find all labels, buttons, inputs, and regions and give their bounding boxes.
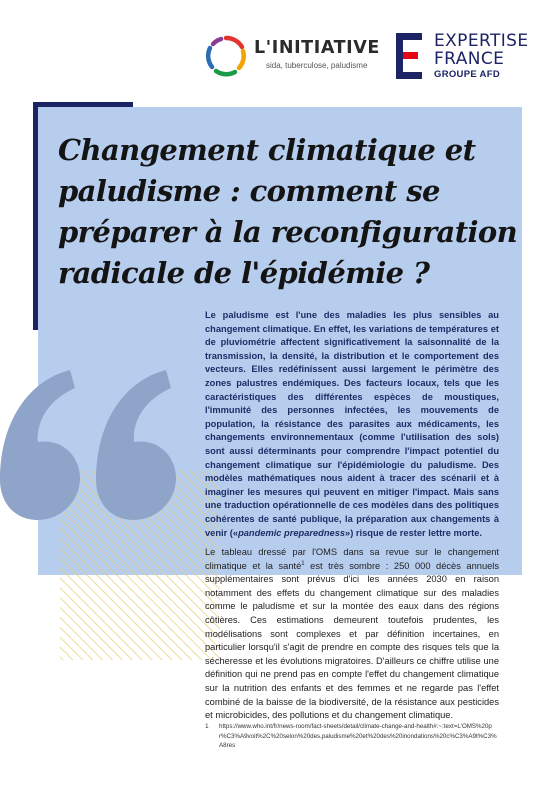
body-paragraph — [205, 546, 499, 723]
intro-italic-term: pandemic preparedness — [238, 527, 346, 538]
body-text-before: Le tableau dressé par l'OMS dans sa revue sur le changement climatique et la santé — [205, 547, 499, 571]
intro-text-after: ») risque de rester lettre morte. — [345, 527, 482, 538]
expertise-france-line3: GROUPE AFD — [434, 69, 500, 80]
expertise-france-mark-icon — [396, 33, 424, 79]
linitiative-ring-icon — [204, 34, 248, 78]
article-title: Changement climatique et paludisme : comment se préparer à la reconfiguration radicale de l'épidémie ? — [58, 133, 518, 290]
linitiative-tagline: sida, tuberculose, paludisme — [266, 61, 368, 70]
expertise-france-line1: EXPERTISE — [434, 31, 529, 51]
footnote-number: 1 — [205, 723, 209, 730]
quote-mark-icon — [0, 360, 220, 660]
footnote — [205, 722, 499, 751]
expertise-france-line2: FRANCE — [434, 49, 505, 69]
linitiative-name: L'INITIATIVE — [254, 38, 380, 58]
expertise-france-logo — [396, 31, 546, 81]
footnote-link[interactable]: https://www.who.int/fr/news-room/fact-sheets/detail/climate-change-and-health#:~:text=L'OMS%20pr%C3%A9voit%2C%20selon%20des,paludisme%20et%20des%20inondations%20c%C3%A9t%C3%A8res — [219, 723, 497, 750]
intro-paragraph — [205, 309, 499, 540]
body-text-after: est très sombre : 250 000 décès annuels supplémentaires sont prévus d'ici les années 2030 en raison notamment des effets du changement climatique sur des maladies comme le paludisme et sur la montée des eaux dans des régions côtières. Ces estimations demeurent toutefois prudentes, les modélisations sont complexes et par définition incertaines, en particulier lorsqu'il s'agit de prendre en compte des risques tels que la sécheresse et les évolutions migratoires. D'ailleurs ce chiffre utilise une définition qui ne prend pas en compte l'effet du changement climatique sur la nutrition des enfants et des femmes et ne regarde pas l'effet combiné de la baisse de la biodiversité, de la résistance aux pesticides et microbicides, des pollutions et du changement climatique. — [205, 560, 499, 721]
linitiative-logo — [204, 32, 380, 78]
footnote-reference[interactable]: 1 — [301, 560, 305, 567]
intro-text-before: Le paludisme est l'une des maladies les plus sensibles au changement climatique. En effet, les variations de températures et de pluviométrie affectent significativement la saisonnalité de la transmission, la densité, la distribution et le comportement des vecteurs. Elles redéfinissent aussi largement le périmètre des zones palustres endémiques. Des facteurs locaux, tels que les caractéristiques des différentes espèces de moustiques, l'immunité des personnes infectées, les mouvements de population, la résistance des parasites aux médicaments, les changements environnementaux (comme l'utilisation des sols) sont aussi déterminants pour comprendre l'impact potentiel du changement climatique sur l'épidémiologie du paludisme. Des modèles mathématiques nous aident à tracer des scénarii et à imaginer les mesures qui peuvent en mitiger l'impact. Mais sans une traduction opérationnelle de ces modèles dans des politiques cohérentes de santé publique, la préparation aux changements à venir (« — [205, 310, 499, 538]
